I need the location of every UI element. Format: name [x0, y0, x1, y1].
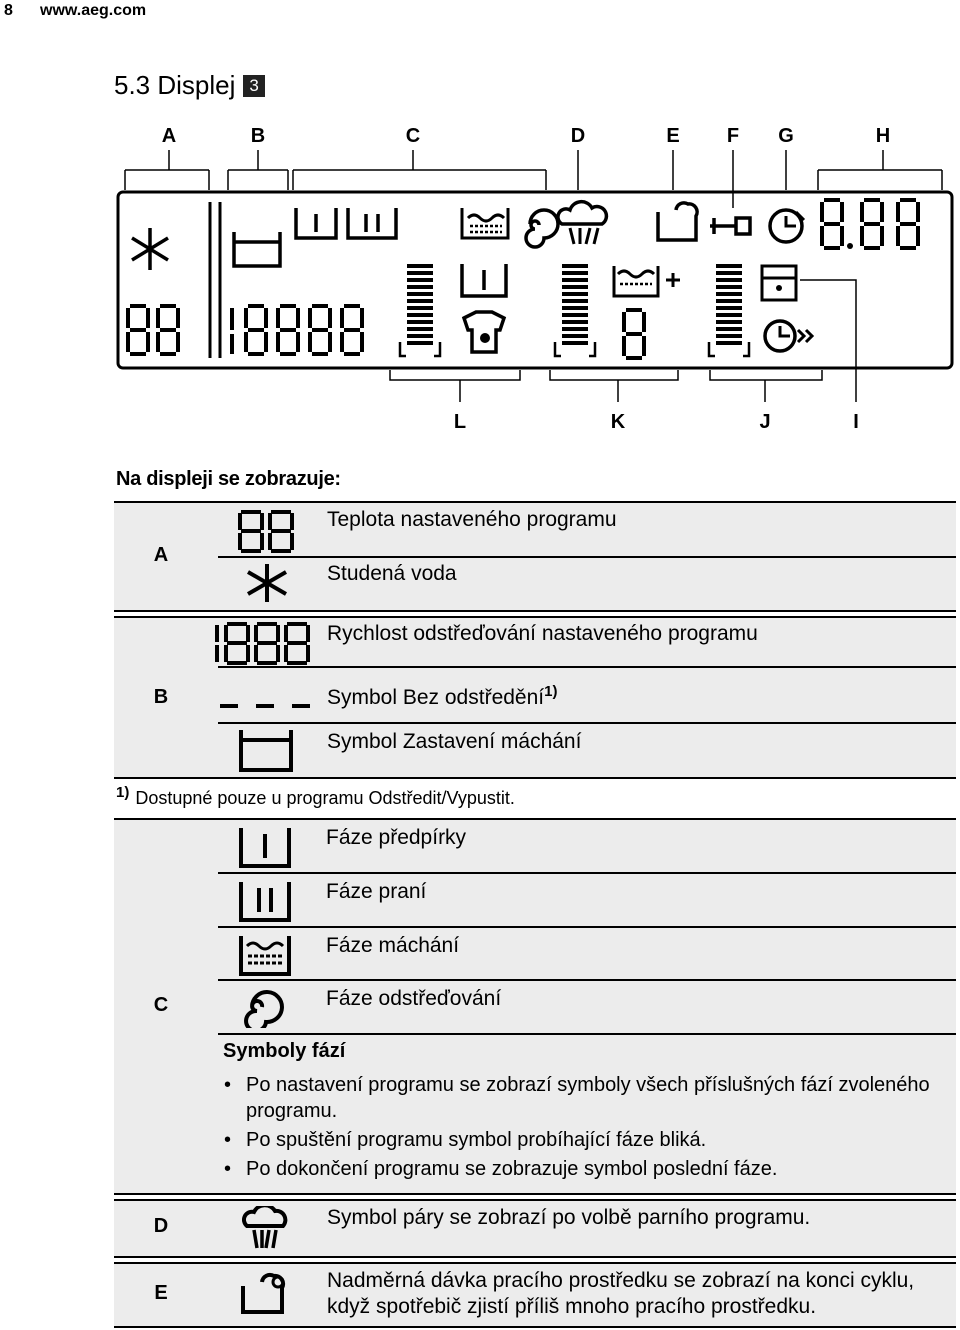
no-spin-icon — [216, 700, 316, 712]
label-j: J — [759, 411, 771, 433]
label-b: B — [250, 125, 266, 147]
spin-phase-icon — [244, 986, 284, 1028]
row-d-letter: D — [153, 1215, 169, 1237]
row-b-item-2-text: Symbol Bez odstředění — [327, 686, 545, 709]
row-c-item-4: Fáze odstřeďování — [326, 987, 502, 1010]
header-url: www.aeg.com — [40, 2, 147, 19]
rinse-phase-icon — [238, 934, 292, 976]
row-b-footnote-mark: 1) — [544, 683, 558, 700]
row-b-item-3: Symbol Zastavení máchání — [327, 730, 582, 753]
list-item: • Po spuštění programu symbol probíhající fáze bliká. — [222, 1127, 952, 1153]
row-a-item-1: Teplota nastaveného programu — [327, 508, 617, 531]
section-title — [114, 70, 265, 101]
wash-phase-icon — [238, 880, 292, 922]
spin-speed-digits-icon — [214, 622, 318, 666]
label-e: E — [666, 125, 680, 147]
label-h: H — [875, 125, 891, 147]
row-c-item-3: Fáze máchání — [326, 934, 460, 957]
phase-symbols-list — [222, 1072, 952, 1185]
overdosage-icon — [240, 1272, 292, 1316]
label-d: D — [570, 125, 586, 147]
label-f: F — [726, 125, 740, 147]
footnote-text: Dostupné pouze u programu Odstředit/Vypustit. — [135, 788, 515, 808]
row-b-item-2 — [327, 680, 557, 710]
cold-water-icon — [244, 562, 290, 604]
row-c-letter: C — [153, 994, 169, 1016]
row-c-item-2: Fáze praní — [326, 880, 427, 903]
row-e-letter: E — [154, 1282, 168, 1304]
page-number: 8 — [4, 2, 13, 19]
section-title-text: 5.3 Displej — [114, 70, 236, 100]
label-k: K — [610, 411, 626, 433]
row-b-letter: B — [153, 686, 169, 708]
footnote-mark: 1) — [116, 784, 130, 801]
list-item: • Po nastavení programu se zobrazí symboly všech příslušných fází zvoleného programu. — [222, 1072, 952, 1124]
phase-symbols-heading: Symboly fází — [223, 1040, 346, 1062]
figure-badge: 3 — [243, 75, 264, 97]
row-c-item-1: Fáze předpírky — [326, 826, 467, 849]
label-i: I — [853, 411, 859, 433]
footnote — [116, 784, 515, 809]
prewash-phase-icon — [238, 826, 292, 868]
row-b-item-1: Rychlost odstřeďování nastaveného programu — [327, 622, 758, 645]
steam-icon — [242, 1206, 288, 1252]
row-a-letter: A — [153, 544, 169, 566]
display-diagram — [110, 120, 960, 440]
label-c: C — [405, 125, 421, 147]
label-a: A — [161, 125, 177, 147]
list-item: • Po dokončení programu se zobrazuje symbol poslední fáze. — [222, 1156, 952, 1182]
temperature-digits-icon — [238, 510, 298, 554]
display-list-heading: Na displeji se zobrazuje: — [116, 468, 341, 490]
label-l: L — [453, 411, 467, 433]
rinse-hold-icon — [238, 728, 294, 772]
row-a-item-2: Studená voda — [327, 562, 457, 585]
label-g: G — [778, 125, 794, 147]
row-e-text: Nadměrná dávka pracího prostředku se zobrazí na konci cyklu, když spotřebič zjistí příliš mnoho pracího prostředku. — [327, 1269, 915, 1318]
row-d-text: Symbol páry se zobrazí po volbě parního programu. — [327, 1206, 811, 1229]
